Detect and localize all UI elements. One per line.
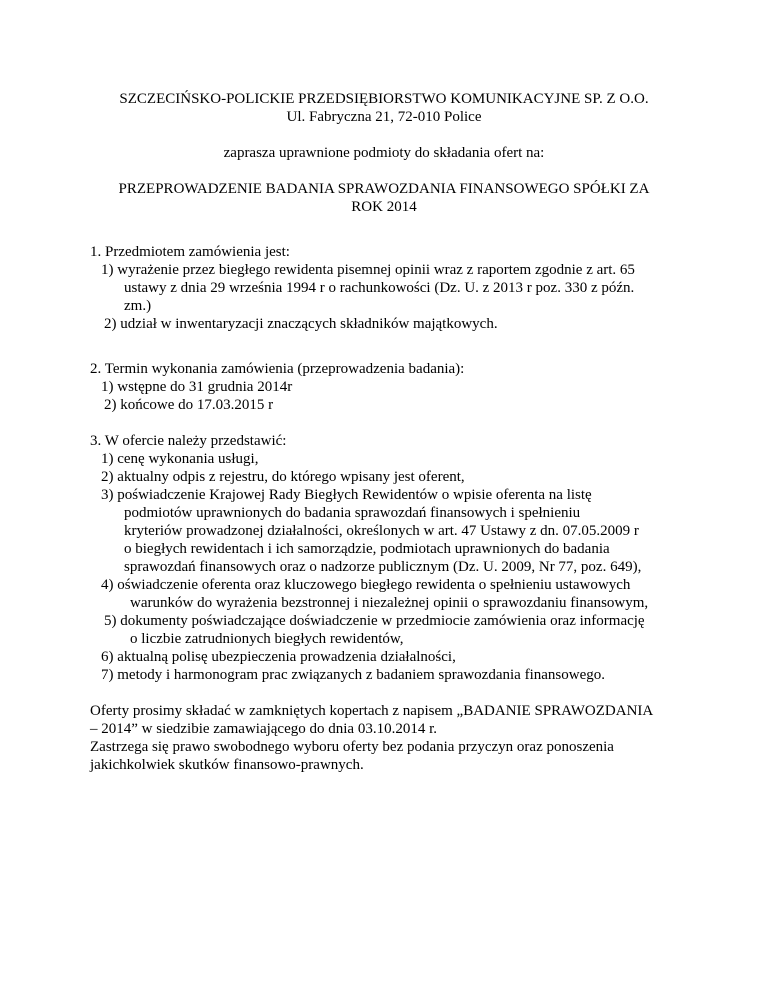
- section3-item7: 7) metody i harmonogram prac związanych z badaniem sprawozdania finansowego.: [101, 667, 605, 683]
- closing-line1: Oferty prosimy składać w zamkniętych kopertach z napisem „BADANIE SPRAWOZDANIA: [90, 703, 654, 719]
- section3-item5-line1: 5) dokumenty poświadczające doświadczenie w przedmiocie zamówienia oraz informację: [104, 613, 645, 629]
- section3-item3-line1: 3) poświadczenie Krajowej Rady Biegłych Rewidentów o wpisie oferenta na listę: [101, 487, 592, 503]
- section2-item2: 2) końcowe do 17.03.2015 r: [104, 397, 274, 413]
- section3-item3-line5: sprawozdań finansowych oraz o nadzorze publicznym (Dz. U. 2009, Nr 77, poz. 649),: [124, 559, 642, 575]
- company-name: SZCZECIŃSKO-POLICKIE PRZEDSIĘBIORSTWO KOMUNIKACYJNE SP. Z O.O.: [119, 91, 649, 107]
- section2-heading: 2. Termin wykonania zamówienia (przeprowadzenia badania):: [90, 361, 465, 377]
- section3-item4-line2: warunków do wyrażenia bezstronnej i niezależnej opinii o sprawozdaniu finansowym,: [130, 595, 649, 611]
- section3-item5-line2: o liczbie zatrudnionych biegłych rewidentów,: [130, 631, 404, 647]
- closing-line4: jakichkolwiek skutków finansowo-prawnych.: [90, 757, 364, 773]
- closing-line2: – 2014” w siedzibie zamawiającego do dnia 03.10.2014 r.: [90, 721, 437, 737]
- section1-item1-line1: 1) wyrażenie przez biegłego rewidenta pisemnej opinii wraz z raportem zgodnie z art. 65: [101, 262, 635, 278]
- closing-line3: Zastrzega się prawo swobodnego wyboru oferty bez podania przyczyn oraz ponoszenia: [90, 739, 614, 755]
- section1-heading: 1. Przedmiotem zamówienia jest:: [90, 244, 290, 260]
- section1-item1-line2: ustawy z dnia 29 września 1994 r o rachunkowości (Dz. U. z 2013 r poz. 330 z późn.: [124, 280, 635, 296]
- company-address: Ul. Fabryczna 21, 72-010 Police: [286, 109, 482, 125]
- section3-item4-line1: 4) oświadczenie oferenta oraz kluczowego biegłego rewidenta o spełnieniu ustawowych: [101, 577, 631, 593]
- subject-title-line2: ROK 2014: [351, 199, 417, 215]
- section3-heading: 3. W ofercie należy przedstawić:: [90, 433, 287, 449]
- section1-item2: 2) udział w inwentaryzacji znaczących składników majątkowych.: [104, 316, 498, 332]
- section3-item3-line2: podmiotów uprawnionych do badania sprawozdań finansowych i spełnieniu: [124, 505, 581, 521]
- section3-item3-line4: o biegłych rewidentach i ich samorządzie, podmiotach uprawnionych do badania: [124, 541, 610, 557]
- section3-item2: 2) aktualny odpis z rejestru, do którego wpisany jest oferent,: [101, 469, 465, 485]
- subject-title-line1: PRZEPROWADZENIE BADANIA SPRAWOZDANIA FINANSOWEGO SPÓŁKI ZA: [118, 181, 650, 197]
- section3-item3-line3: kryteriów prowadzonej działalności, określonych w art. 47 Ustawy z dn. 07.05.2009 r: [124, 523, 639, 539]
- section3-item6: 6) aktualną polisę ubezpieczenia prowadzenia działalności,: [101, 649, 456, 665]
- section2-item1: 1) wstępne do 31 grudnia 2014r: [101, 379, 293, 395]
- section1-item1-line3: zm.): [124, 298, 152, 314]
- invitation-text: zaprasza uprawnione podmioty do składania ofert na:: [223, 145, 545, 161]
- section3-item1: 1) cenę wykonania usługi,: [101, 451, 259, 467]
